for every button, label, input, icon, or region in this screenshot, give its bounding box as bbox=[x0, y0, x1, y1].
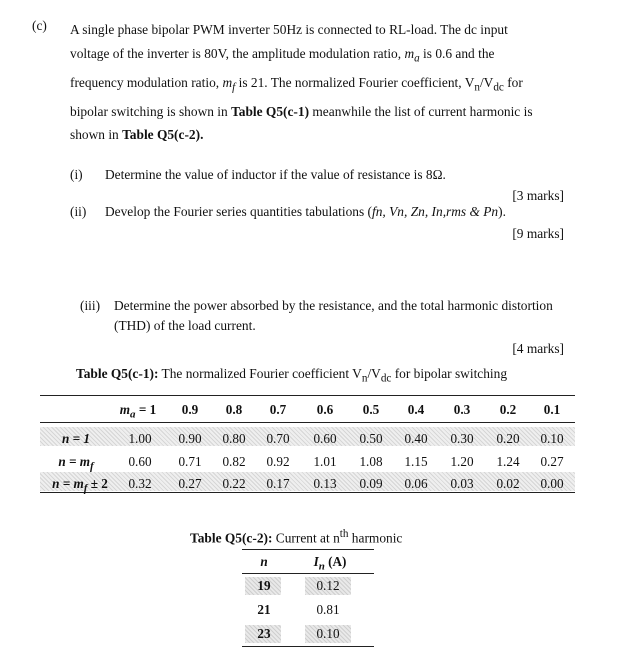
caption-sub: dc bbox=[380, 372, 392, 385]
header-value: 0.2 bbox=[499, 402, 517, 417]
q2-text-a: Develop the Fourier series quantities tabulations ( bbox=[105, 204, 373, 219]
q3-line-2: (THD) of the load current. bbox=[114, 318, 256, 333]
q1-text: Determine the value of inductor if the value of resistance is 8Ω. bbox=[105, 167, 446, 182]
var-sub: f bbox=[232, 81, 236, 94]
row-label-sub: f bbox=[83, 482, 88, 495]
row-label: n = m bbox=[52, 476, 84, 491]
q2-text bbox=[105, 204, 506, 220]
table1-caption bbox=[76, 366, 507, 385]
row-label-n1 bbox=[40, 431, 112, 447]
table1-bottom-rule bbox=[40, 492, 575, 493]
table-cell: 0.90 bbox=[178, 431, 202, 446]
table-cell: 0.10 bbox=[540, 431, 564, 446]
table-cell: 0.80 bbox=[222, 431, 246, 446]
table2-i: 0.81 bbox=[316, 602, 340, 617]
row-label: n = m bbox=[58, 454, 91, 469]
table-ref: Table Q5(c-1) bbox=[231, 103, 310, 119]
caption-text: for bipolar switching bbox=[391, 366, 508, 381]
var-m: m bbox=[404, 45, 415, 61]
q2-label: (ii) bbox=[70, 204, 87, 219]
q1-marks: [3 marks] bbox=[512, 188, 564, 203]
table2-n: 23 bbox=[257, 626, 271, 641]
header-value: 0.9 bbox=[181, 402, 199, 417]
table-ref: Table Q5(c-2). bbox=[122, 127, 204, 143]
intro-text: bipolar switching is shown in bbox=[70, 103, 232, 119]
table-cell: 0.30 bbox=[450, 431, 474, 446]
q3-label: (iii) bbox=[80, 298, 101, 313]
problem-statement bbox=[70, 18, 570, 147]
q2-marks: [9 marks] bbox=[512, 226, 564, 241]
table-cell: 0.50 bbox=[359, 431, 383, 446]
table2-n: 19 bbox=[257, 578, 271, 593]
cell-first: 1.00 bbox=[128, 431, 152, 446]
caption-sub: n bbox=[361, 372, 368, 385]
cell-first: 0.60 bbox=[128, 454, 152, 469]
table2-top-rule bbox=[242, 549, 374, 550]
table-cell: 0.70 bbox=[266, 431, 290, 446]
row-label-nmf bbox=[40, 454, 112, 473]
part-label: (c) bbox=[32, 18, 47, 33]
row-label-nmf2 bbox=[40, 476, 120, 495]
header-eq: = 1 bbox=[135, 402, 157, 417]
intro-text: is 0.6 and the bbox=[419, 45, 495, 61]
table-cell: 0.00 bbox=[540, 476, 564, 491]
table-cell: 1.24 bbox=[496, 454, 520, 469]
intro-line-3 bbox=[70, 71, 570, 100]
row-label-sub: f bbox=[90, 460, 94, 473]
caption-text: Current at n bbox=[272, 530, 340, 546]
table-cell: 0.71 bbox=[178, 454, 202, 469]
table-cell: 1.15 bbox=[404, 454, 428, 469]
table-cell: 0.03 bbox=[450, 476, 474, 491]
intro-text: is 21. The normalized Fourier coefficient, V bbox=[235, 74, 475, 90]
col-i-label: I bbox=[313, 554, 319, 569]
table-cell: 0.27 bbox=[178, 476, 202, 491]
q1-label: (i) bbox=[70, 167, 83, 182]
header-value: 0.3 bbox=[453, 402, 471, 417]
caption-text: /V bbox=[367, 366, 381, 381]
table-cell: 0.13 bbox=[313, 476, 337, 491]
caption-text: The normalized Fourier coefficient V bbox=[158, 366, 362, 381]
table2-i: 0.10 bbox=[316, 626, 340, 641]
table-cell: 0.17 bbox=[266, 476, 290, 491]
table1-top-rule bbox=[40, 395, 575, 396]
col-i-unit: (A) bbox=[324, 554, 347, 569]
table2-col-n bbox=[244, 554, 284, 570]
table1-caption-label: Table Q5(c-1): bbox=[76, 366, 159, 381]
var-m: m bbox=[222, 74, 233, 90]
intro-line-2 bbox=[70, 42, 570, 71]
q2-vars: fn, Vn, Zn, In,rms & Pn bbox=[372, 204, 499, 219]
table-cell: 0.09 bbox=[359, 476, 383, 491]
header-value: 0.4 bbox=[407, 402, 425, 417]
intro-text: voltage of the inverter is 80V, the amplitude modulation ratio, bbox=[70, 45, 405, 61]
table2-caption-label: Table Q5(c-2): bbox=[190, 530, 273, 546]
table-cell: 0.92 bbox=[266, 454, 290, 469]
table-cell: 0.22 bbox=[222, 476, 246, 491]
table-cell: 1.08 bbox=[359, 454, 383, 469]
intro-text: /V bbox=[479, 74, 494, 90]
var-sub: dc bbox=[493, 81, 504, 94]
row-label-end: ± 2 bbox=[87, 476, 108, 491]
header-value: 0.7 bbox=[269, 402, 287, 417]
caption-sup: th bbox=[339, 528, 349, 540]
table2-bottom-rule bbox=[242, 646, 374, 647]
q3-line-1: Determine the power absorbed by the resistance, and the total harmonic distortion bbox=[114, 298, 553, 313]
var-sub: n bbox=[474, 81, 480, 94]
table2-i: 0.12 bbox=[316, 578, 340, 593]
header-value: 0.5 bbox=[362, 402, 380, 417]
table2-col-i bbox=[300, 554, 360, 573]
table-cell: 0.60 bbox=[313, 431, 337, 446]
header-ma bbox=[108, 402, 168, 421]
q2-text-b: ). bbox=[498, 204, 506, 219]
table2-caption bbox=[190, 528, 402, 546]
cell-first: 0.32 bbox=[128, 476, 152, 491]
var-sub: a bbox=[130, 408, 136, 421]
col-n-label: n bbox=[260, 554, 268, 569]
q3-marks: [4 marks] bbox=[512, 341, 564, 356]
intro-text: meanwhile the list of current harmonic is bbox=[309, 103, 533, 119]
intro-line-4 bbox=[70, 100, 570, 124]
table-cell: 0.82 bbox=[222, 454, 246, 469]
header-value: 0.6 bbox=[316, 402, 334, 417]
table-cell: 0.27 bbox=[540, 454, 564, 469]
intro-text: shown in bbox=[70, 127, 123, 143]
table2-header-rule bbox=[242, 573, 374, 574]
intro-line-5 bbox=[70, 123, 570, 147]
var-sub: a bbox=[414, 52, 420, 65]
table-cell: 0.02 bbox=[496, 476, 520, 491]
var-m: m bbox=[119, 402, 131, 417]
table-cell: 0.40 bbox=[404, 431, 428, 446]
intro-text: frequency modulation ratio, bbox=[70, 74, 223, 90]
table-cell: 0.20 bbox=[496, 431, 520, 446]
header-value: 0.1 bbox=[543, 402, 561, 417]
table2-n: 21 bbox=[257, 602, 271, 617]
table-cell: 0.06 bbox=[404, 476, 428, 491]
caption-text: harmonic bbox=[348, 530, 403, 546]
table-cell: 1.20 bbox=[450, 454, 474, 469]
header-value: 0.8 bbox=[225, 402, 243, 417]
row-label: n = 1 bbox=[61, 431, 91, 446]
col-i-sub: n bbox=[318, 560, 325, 573]
intro-line-1: A single phase bipolar PWM inverter 50Hz is connected to RL-load. The dc input bbox=[70, 22, 508, 37]
table1-header-rule bbox=[40, 422, 575, 423]
table-cell: 1.01 bbox=[313, 454, 337, 469]
intro-text: for bbox=[503, 74, 523, 90]
